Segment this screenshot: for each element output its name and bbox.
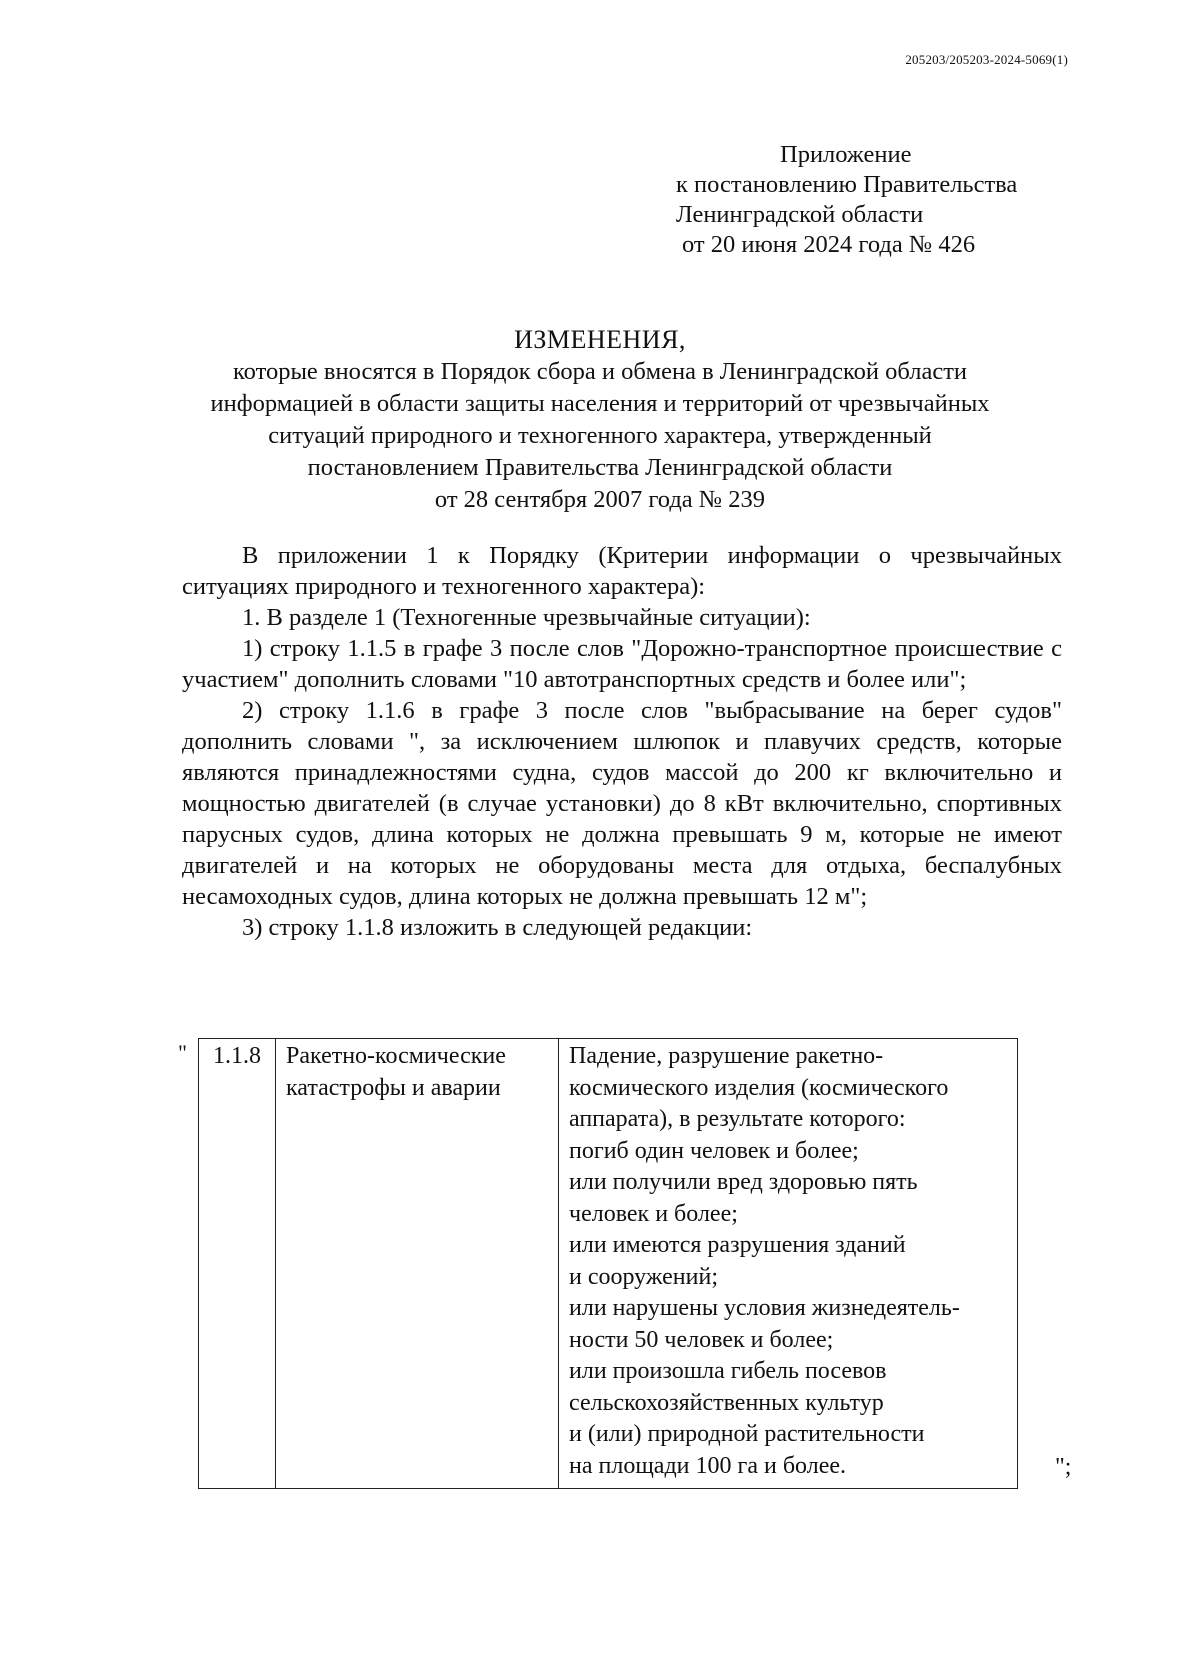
desc-line: на площади 100 га и более. bbox=[569, 1452, 847, 1479]
document-id: 205203/205203-2024-5069(1) bbox=[905, 52, 1068, 67]
desc-line: человек и более; bbox=[569, 1200, 738, 1227]
section-paragraph: 1. В разделе 1 (Техногенные чрезвычайные ситуации): bbox=[242, 604, 811, 631]
desc-line: или нарушены условия жизнедеятель- bbox=[569, 1295, 960, 1321]
desc-line: Падение, разрушение ракетно- bbox=[569, 1043, 884, 1069]
appendix-block bbox=[676, 140, 1017, 260]
table-row bbox=[199, 1039, 1018, 1489]
desc-line: или произошла гибель посевов bbox=[569, 1358, 887, 1384]
appendix-line: от 20 июня 2024 года № 426 bbox=[682, 231, 976, 258]
row-code: 1.1.8 bbox=[199, 1039, 276, 1489]
row-name bbox=[276, 1039, 559, 1489]
appendix-line: Ленинградской области bbox=[676, 201, 924, 228]
item-paragraph-1: 1) строку 1.1.5 в графе 3 после слов "Дорожно-транспортное происшествие с участием" дополнить словами "10 автотранспортных средств и более или"; bbox=[182, 635, 1062, 693]
appendix-line: Приложение bbox=[780, 141, 912, 168]
closing-quote: "; bbox=[1055, 1454, 1072, 1480]
document-title bbox=[150, 324, 1050, 516]
title-line: постановлением Правительства Ленинградской области bbox=[307, 454, 893, 481]
desc-line: ности 50 человек и более; bbox=[569, 1326, 834, 1353]
desc-line: или получили вред здоровью пять bbox=[569, 1169, 918, 1195]
intro-paragraph: В приложении 1 к Порядку (Критерии информации о чрезвычайных ситуациях природного и техногенного характера): bbox=[182, 542, 1062, 600]
desc-line: погиб один человек и более; bbox=[569, 1137, 859, 1164]
desc-line: сельскохозяйственных культур bbox=[569, 1389, 884, 1416]
row-description bbox=[559, 1039, 1018, 1489]
criteria-table bbox=[198, 1038, 1018, 1489]
opening-quote: " bbox=[178, 1040, 187, 1065]
name-line: Ракетно-космические bbox=[286, 1043, 506, 1069]
item-paragraph-3: 3) строку 1.1.8 изложить в следующей редакции: bbox=[242, 914, 753, 941]
desc-line: или имеются разрушения зданий bbox=[569, 1232, 906, 1258]
item-paragraph-2: 2) строку 1.1.6 в графе 3 после слов "выбрасывание на берег судов" дополнить словами ", за исключением шлюпок и плавучих средств, которые являются принадлежностями судна, судов массой до 200 кг включительно и мощностью двигателей (в случае установки) до 8 кВт включительно, спортивных парусных судов, длина которых не должна превышать 9 м, которые не имеют двигателей и на которых не оборудованы места для отдыха, беспалубных несамоходных судов, длина которых не должна превышать 12 м"; bbox=[182, 697, 1062, 910]
desc-line: и сооружений; bbox=[569, 1263, 718, 1290]
desc-line: и (или) природной растительности bbox=[569, 1421, 925, 1447]
document-body bbox=[182, 540, 1062, 943]
name-line: катастрофы и аварии bbox=[286, 1074, 501, 1101]
appendix-line: к постановлению Правительства bbox=[676, 171, 1018, 198]
title-heading: ИЗМЕНЕНИЯ, bbox=[514, 325, 686, 354]
desc-line: аппарата), в результате которого: bbox=[569, 1106, 906, 1132]
title-line: информацией в области защиты населения и территорий от чрезвычайных bbox=[210, 390, 990, 417]
title-line: от 28 сентября 2007 года № 239 bbox=[434, 486, 766, 513]
title-line: ситуаций природного и техногенного характера, утвержденный bbox=[268, 422, 932, 449]
title-line: которые вносятся в Порядок сбора и обмена в Ленинградской области bbox=[232, 358, 968, 385]
desc-line: космического изделия (космического bbox=[569, 1074, 949, 1101]
